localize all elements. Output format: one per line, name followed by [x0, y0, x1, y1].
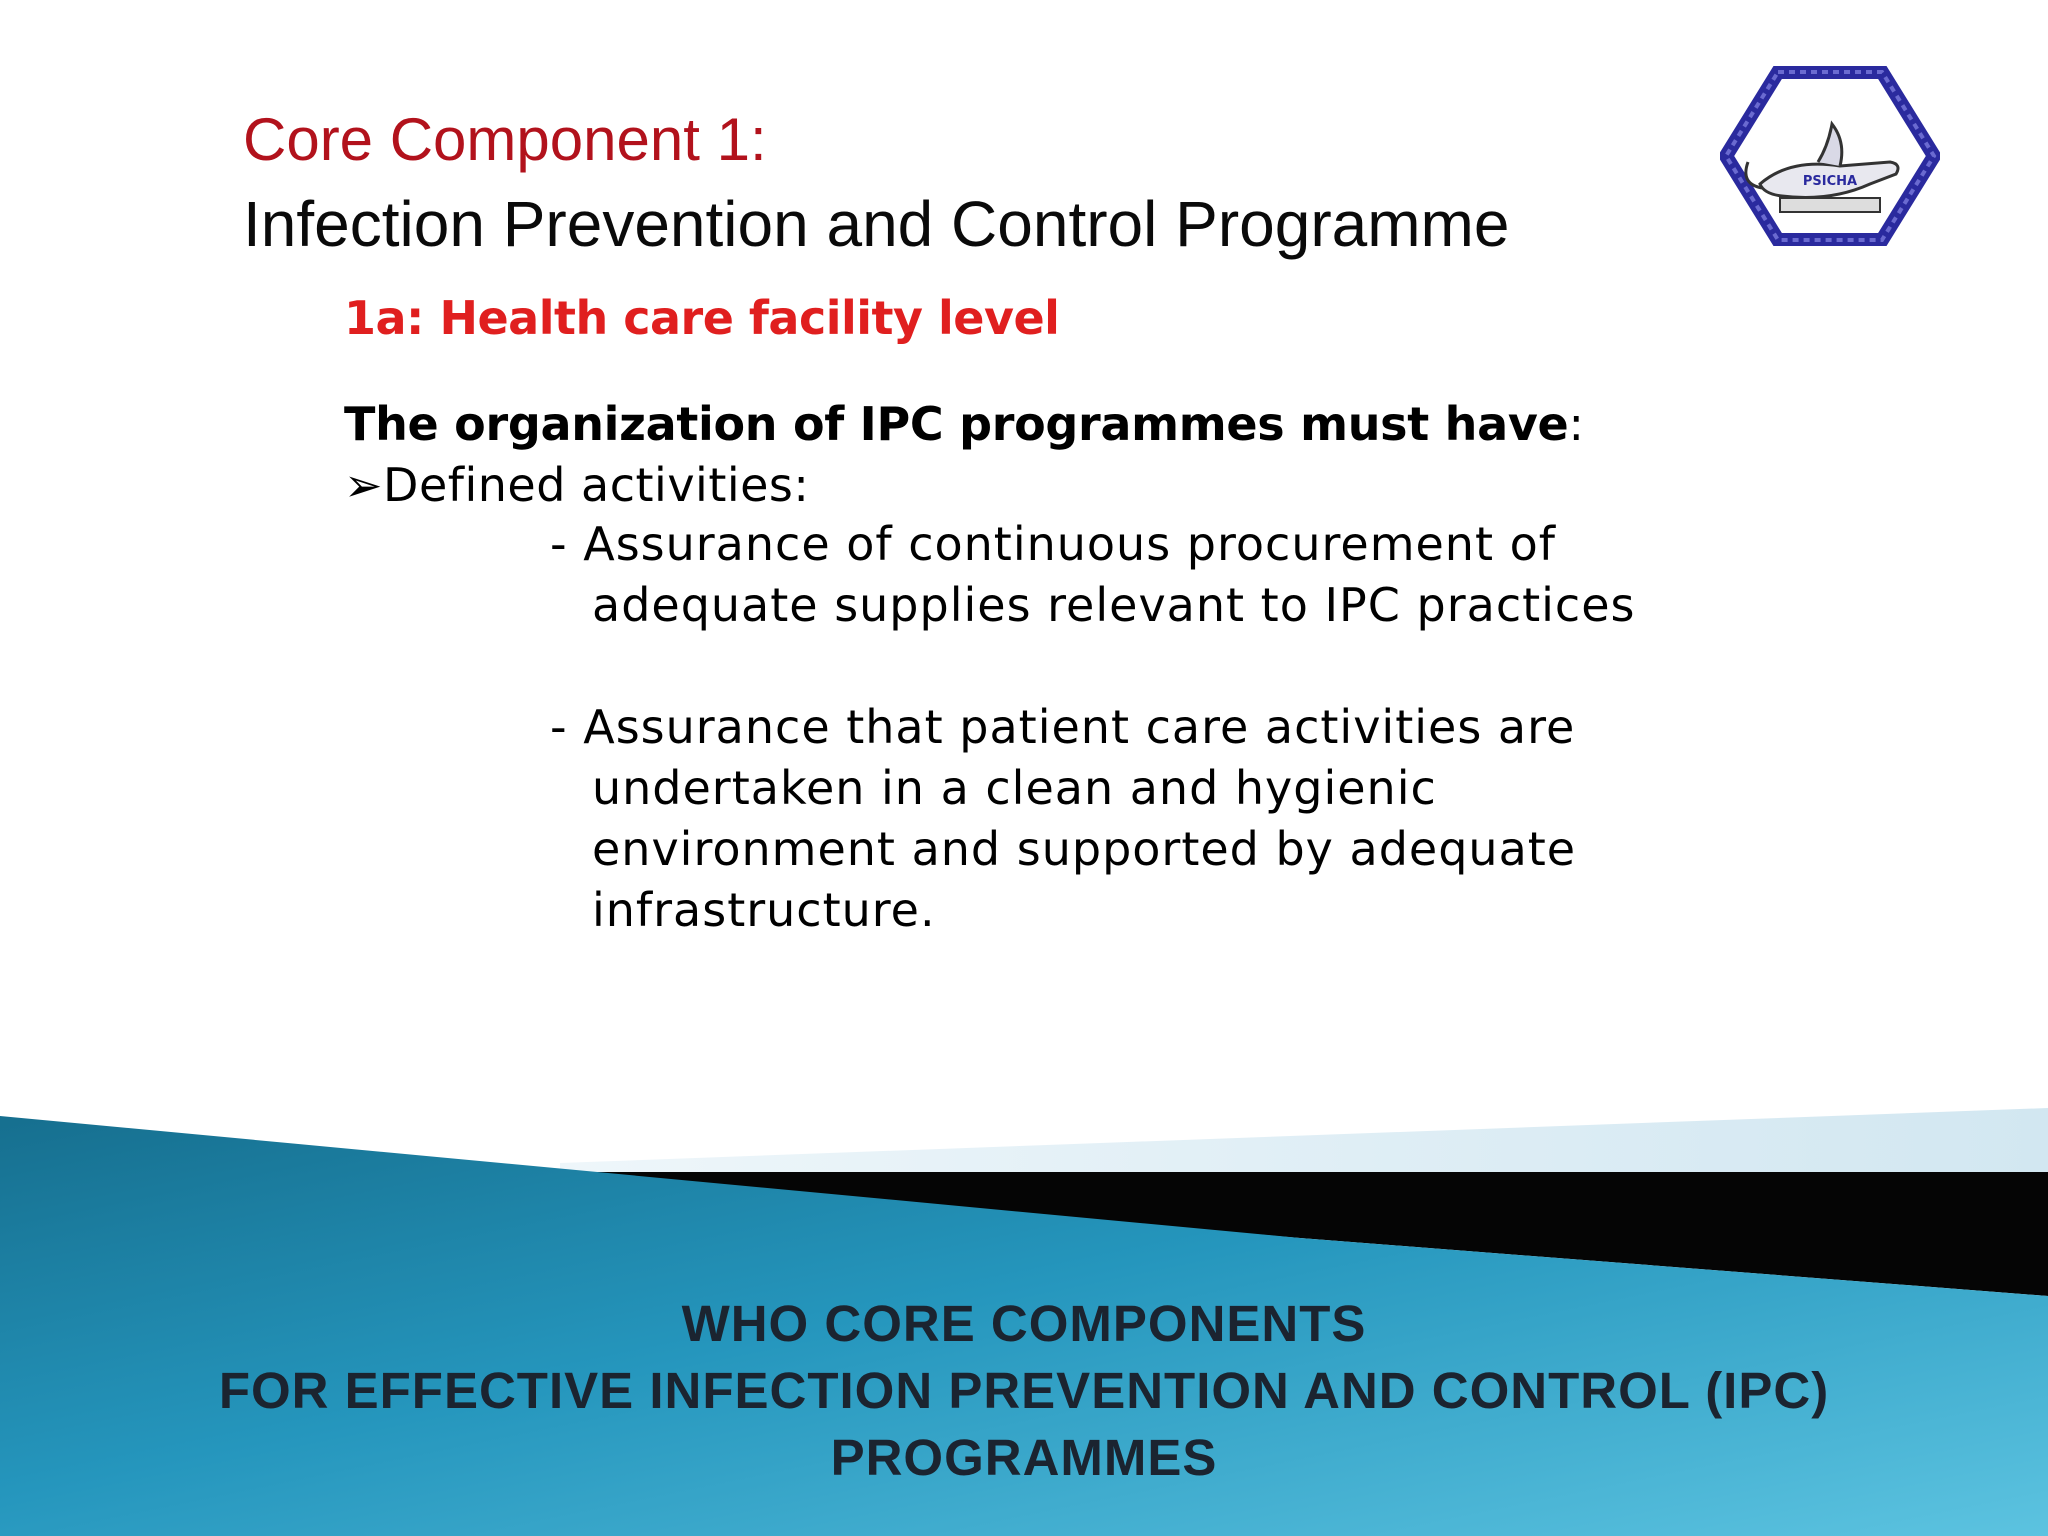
- intro-colon: :: [1568, 397, 1584, 451]
- item-line: undertaken in a clean and hygienic: [592, 761, 1437, 815]
- intro-statement: [344, 394, 1584, 454]
- item-line: environment and supported by adequate: [592, 822, 1577, 876]
- intro-bold-text: The organization of IPC programmes must have: [344, 397, 1569, 451]
- bullet-defined-activities: [344, 455, 809, 515]
- footer-line: PROGRAMMES: [830, 1429, 1218, 1486]
- title-core-component: Core Component 1:: [243, 106, 767, 173]
- footer-who-core-components: [0, 1290, 2048, 1491]
- title-programme: Infection Prevention and Control Programme: [243, 188, 1510, 260]
- footer-line: FOR EFFECTIVE INFECTION PREVENTION AND CONTROL (IPC): [218, 1362, 1830, 1419]
- activity-item-procurement: [550, 514, 1635, 636]
- item-line: - Assurance that patient care activities are: [550, 700, 1576, 754]
- activity-item-hygiene: [550, 697, 1576, 941]
- lamp-emblem-icon: [1720, 66, 1940, 246]
- bullet-text: Defined activities:: [383, 458, 810, 512]
- footer-line: WHO CORE COMPONENTS: [681, 1295, 1367, 1352]
- subtitle-facility-level: 1a: Health care facility level: [344, 291, 1060, 345]
- bullet-arrow-icon: ➢: [344, 458, 384, 512]
- item-line: adequate supplies relevant to IPC practices: [592, 578, 1636, 632]
- item-line: - Assurance of continuous procurement of: [550, 517, 1556, 571]
- logo-label: PSICHA: [1802, 174, 1858, 189]
- item-line: infrastructure.: [592, 883, 936, 937]
- light-blue-strip: [560, 1108, 2048, 1175]
